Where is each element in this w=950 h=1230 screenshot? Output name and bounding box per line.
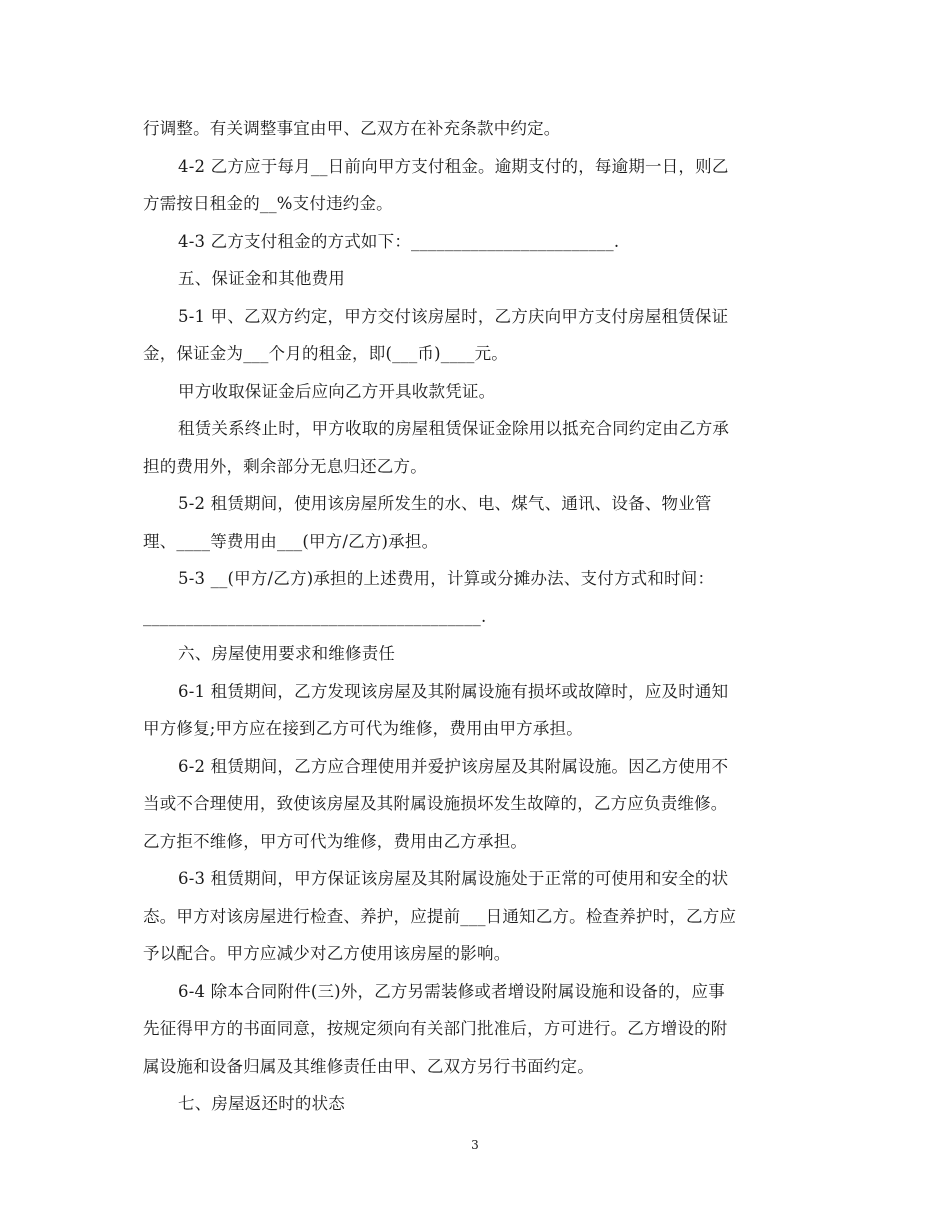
clause-6-3-line-1: 6-3 租赁期间，甲方保证该房屋及其附属设施处于正常的可使用和安全的状 <box>178 869 729 888</box>
clause-5-1-line-2: 金，保证金为___个月的租金，即(___币)____元。 <box>143 344 508 363</box>
section-heading-5: 五、保证金和其他费用 <box>178 269 345 288</box>
section-heading-7: 七、房屋返还时的状态 <box>178 1094 345 1113</box>
text-line: 甲方收取保证金后应向乙方开具收款凭证。 <box>178 382 496 401</box>
clause-4-2-line-2: 方需按日租金的__%支付违约金。 <box>143 194 393 213</box>
clause-6-4-line-1: 6-4 除本合同附件(三)外，乙方另需装修或者增设附属设施和设备的，应事 <box>178 982 725 1001</box>
text-line: 行调整。有关调整事宜由甲、乙双方在补充条款中约定。 <box>143 119 561 138</box>
clause-6-3-line-3: 予以配合。甲方应减少对乙方使用该房屋的影响。 <box>143 944 511 963</box>
clause-5-3-line-1: 5-3 __(甲方/乙方)承担的上述费用，计算或分摊办法、支付方式和时间： <box>178 569 715 588</box>
text-line: 租赁关系终止时，甲方收取的房屋租赁保证金除用以抵充合同约定由乙方承 <box>178 419 730 438</box>
clause-6-4-line-2: 先征得甲方的书面同意，按规定须向有关部门批准后，方可进行。乙方增设的附 <box>143 1019 728 1038</box>
clause-5-3-blank-line: ________________________________________. <box>143 607 487 626</box>
clause-4-2-line-1: 4-2 乙方应于每月__日前向甲方支付租金。逾期支付的，每逾期一日，则乙 <box>178 157 729 176</box>
clause-6-4-line-3: 属设施和设备归属及其维修责任由甲、乙双方另行书面约定。 <box>143 1057 594 1076</box>
clause-6-2-line-3: 乙方拒不维修，甲方可代为维修，费用由乙方承担。 <box>143 832 528 851</box>
clause-5-2-line-2: 理、____等费用由___(甲方/乙方)承担。 <box>143 532 439 551</box>
clause-6-2-line-1: 6-2 租赁期间，乙方应合理使用并爱护该房屋及其附属设施。因乙方使用不 <box>178 757 729 776</box>
clause-4-3: 4-3 乙方支付租金的方式如下：________________________. <box>178 232 620 251</box>
clause-5-2-line-1: 5-2 租赁期间，使用该房屋所发生的水、电、煤气、通讯、设备、物业管 <box>178 494 712 513</box>
clause-6-1-line-1: 6-1 租赁期间，乙方发现该房屋及其附属设施有损坏或故障时，应及时通知 <box>178 682 729 701</box>
clause-6-1-line-2: 甲方修复;甲方应在接到乙方可代为维修，费用由甲方承担。 <box>143 719 583 738</box>
text-line: 担的费用外，剩余部分无息归还乙方。 <box>143 457 427 476</box>
clause-6-3-line-2: 态。甲方对该房屋进行检查、养护，应提前___日通知乙方。检查养护时，乙方应 <box>143 907 737 926</box>
page-number: 3 <box>471 1138 479 1152</box>
clause-5-1-line-1: 5-1 甲、乙双方约定，甲方交付该房屋时，乙方庆向甲方支付房屋租赁保证 <box>178 307 729 326</box>
section-heading-6: 六、房屋使用要求和维修责任 <box>178 644 396 663</box>
clause-6-2-line-2: 当或不合理使用，致使该房屋及其附属设施损坏发生故障的，乙方应负责维修。 <box>143 794 728 813</box>
